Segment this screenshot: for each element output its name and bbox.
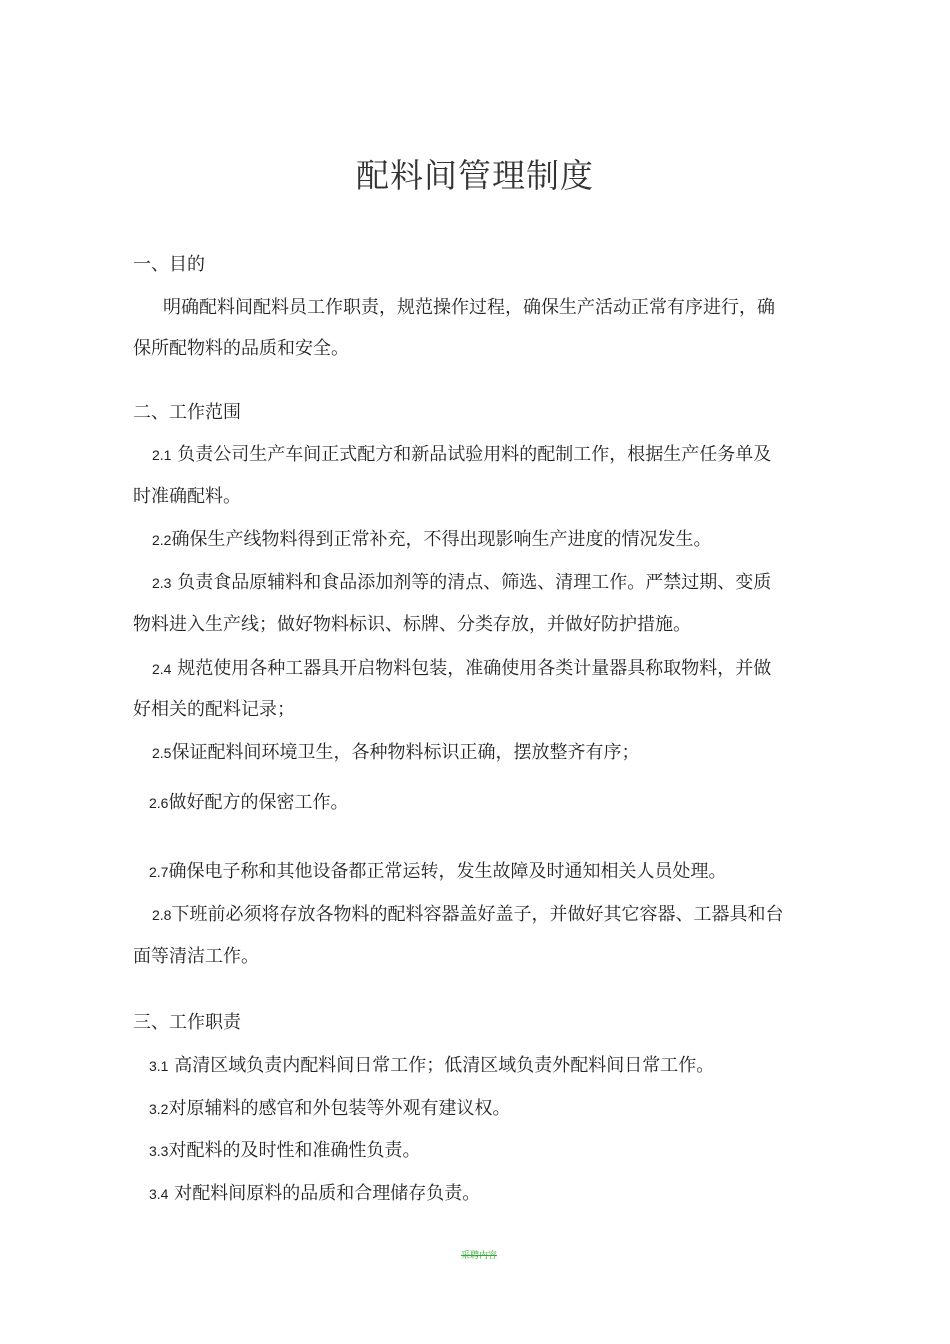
duties-item-3-4 bbox=[149, 1179, 480, 1205]
section-heading-duties: 三、工作职责 bbox=[133, 1012, 241, 1033]
item-number: 3.1 bbox=[149, 1058, 169, 1074]
item-text: 高清区域负责内配料间日常工作；低清区域负责外配料间日常工作。 bbox=[174, 1055, 715, 1076]
scope-item-2-1-continued: 时准确配料。 bbox=[133, 486, 241, 507]
duties-item-3-1 bbox=[149, 1051, 714, 1077]
scope-item-2-2 bbox=[152, 525, 711, 551]
purpose-paragraph-line2: 保所配物料的品质和安全。 bbox=[133, 338, 349, 359]
item-number: 3.2 bbox=[149, 1101, 169, 1117]
item-text: 对原辅料的感官和外包装等外观有建议权。 bbox=[168, 1098, 511, 1119]
scope-item-2-7 bbox=[149, 857, 726, 883]
item-text: 确保电子称和其他设备都正常运转，发生故障及时通知相关人员处理。 bbox=[168, 861, 727, 882]
footer-watermark-text: 采聘内容 bbox=[461, 1251, 498, 1261]
duties-item-3-3 bbox=[149, 1136, 420, 1162]
item-text: 负责食品原辅料和食品添加剂等的清点、筛选、清理工作。严禁过期、变质 bbox=[177, 572, 772, 593]
scope-item-2-1 bbox=[152, 440, 771, 466]
scope-item-2-3-continued: 物料进入生产线；做好物料标识、标牌、分类存放，并做好防护措施。 bbox=[133, 614, 691, 635]
item-number: 2.4 bbox=[152, 661, 172, 677]
item-number: 2.1 bbox=[152, 447, 172, 463]
item-text: 负责公司生产车间正式配方和新品试验用料的配制工作，根据生产任务单及 bbox=[177, 444, 772, 465]
item-number: 2.8 bbox=[152, 907, 172, 923]
item-text: 保证配料间环境卫生，各种物料标识正确，摆放整齐有序； bbox=[171, 742, 640, 763]
scope-item-2-8-continued: 面等清洁工作。 bbox=[133, 946, 259, 967]
scope-item-2-4 bbox=[152, 654, 771, 680]
scope-item-2-6 bbox=[149, 788, 348, 814]
item-number: 2.2 bbox=[152, 532, 172, 548]
item-text: 下班前必须将存放各物料的配料容器盖好盖子，并做好其它容器、工器具和台 bbox=[171, 904, 784, 925]
item-text: 对配料间原料的品质和合理储存负责。 bbox=[174, 1183, 481, 1204]
item-text: 做好配方的保密工作。 bbox=[168, 792, 349, 813]
item-number: 3.3 bbox=[149, 1143, 169, 1159]
section-heading-scope: 二、工作范围 bbox=[133, 402, 241, 423]
item-number: 3.4 bbox=[149, 1186, 169, 1202]
section-heading-purpose: 一、目的 bbox=[133, 254, 205, 275]
scope-item-2-4-continued: 好相关的配料记录； bbox=[133, 699, 295, 720]
scope-item-2-3 bbox=[152, 568, 771, 594]
duties-item-3-2 bbox=[149, 1094, 510, 1120]
item-number: 2.6 bbox=[149, 795, 169, 811]
item-text: 对配料的及时性和准确性负责。 bbox=[168, 1140, 421, 1161]
item-number: 2.7 bbox=[149, 864, 169, 880]
scope-item-2-5 bbox=[152, 738, 639, 764]
item-number: 2.3 bbox=[152, 575, 172, 591]
item-text: 确保生产线物料得到正常补充，不得出现影响生产进度的情况发生。 bbox=[171, 529, 712, 550]
item-text: 规范使用各种工器具开启物料包装，准确使用各类计量器具称取物料，并做 bbox=[177, 658, 772, 679]
item-number: 2.5 bbox=[152, 745, 172, 761]
scope-item-2-8 bbox=[152, 900, 783, 926]
page-title: 配料间管理制度 bbox=[356, 156, 594, 195]
purpose-paragraph-line1: 明确配料间配料员工作职责，规范操作过程，确保生产活动正常有序进行，确 bbox=[163, 297, 775, 318]
